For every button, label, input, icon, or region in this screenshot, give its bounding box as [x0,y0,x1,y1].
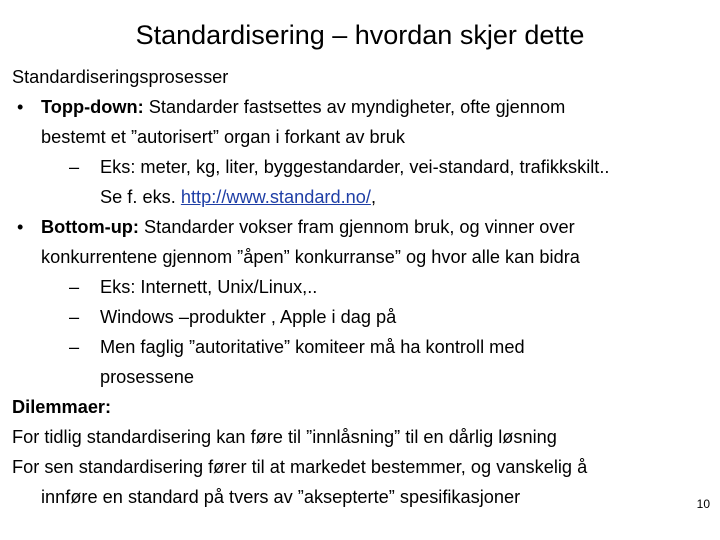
standard-no-link[interactable]: http://www.standard.no/ [180,187,371,207]
bullet-text-continuation: konkurrentene gjennom ”åpen” konkurranse” og hvor alle kan bidra [41,247,580,267]
dash-icon: – [69,337,80,357]
subbullet-eks-meter [12,152,717,182]
bullet-bottom-up [12,212,717,242]
subbullet-text: Windows –produkter , Apple i dag på [100,307,397,327]
dilemma-line: For tidlig standardisering kan føre til ”innlåsning” til en dårlig løsning [12,427,557,447]
link-suffix: , [370,187,376,207]
slide-body [12,62,717,512]
subbullet-text-continuation: prosessene [100,367,195,387]
dilemma-line-continuation: innføre en standard på tvers av ”aksepterte” spesifikasjoner [41,487,521,507]
heading-dilemmaer: Dilemmaer: [12,397,112,417]
bullet-label: Topp-down: [41,97,144,117]
dash-icon: – [69,307,80,327]
subbullet-men-faglig [12,332,717,362]
dash-icon: – [69,157,80,177]
subbullet-text: Eks: meter, kg, liter, byggestandarder, vei-standard, trafikkskilt.. [100,157,610,177]
slide-number: 10 [696,497,710,511]
subbullet-eks-internett [12,272,717,302]
subbullet-text: Men faglig ”autoritative” komiteer må ha kontroll med [100,337,525,357]
dash-icon: – [69,277,80,297]
heading-standardiseringsprosesser: Standardiseringsprosesser [12,67,229,87]
bullet-text: Standarder vokser fram gjennom bruk, og vinner over [138,217,575,237]
bullet-label: Bottom-up: [41,217,139,237]
slide-title: Standardisering – hvordan skjer dette [135,20,585,50]
dilemma-line: For sen standardisering fører til at markedet bestemmer, og vanskelig å [12,457,588,477]
subbullet-link-line [12,182,717,212]
subbullet-windows [12,302,717,332]
subbullet-text: Eks: Internett, Unix/Linux,.. [100,277,318,297]
bullet-topp-down [12,92,717,122]
link-prefix: Se f. eks. [100,187,181,207]
bullet-text: Standarder fastsettes av myndigheter, ofte gjennom [143,97,566,117]
bullet-icon: • [17,97,24,117]
bullet-text-continuation: bestemt et ”autorisert” organ i forkant av bruk [41,127,405,147]
bullet-icon: • [17,217,24,237]
